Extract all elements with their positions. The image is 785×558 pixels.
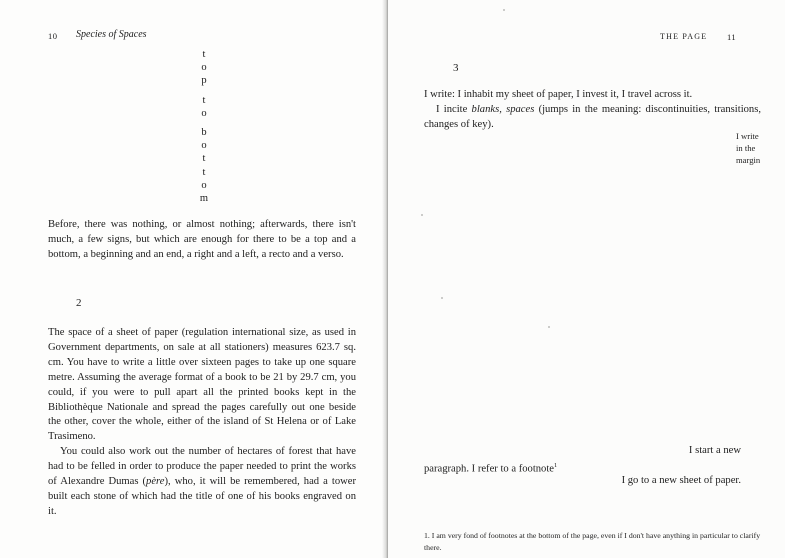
vertical-letter: t xyxy=(202,49,206,60)
vertical-letter: o xyxy=(201,140,207,152)
paper-speck xyxy=(548,326,550,328)
left-text-block xyxy=(48,326,356,520)
left-paragraph-1 xyxy=(48,218,356,263)
right-line-1: I write: I inhabit my sheet of paper, I invest it, I travel across it. xyxy=(424,89,693,100)
margin-note-line: I write xyxy=(736,131,759,141)
left-page xyxy=(0,0,388,558)
vertical-letter: m xyxy=(199,193,209,205)
vertical-letter: o xyxy=(201,107,207,119)
vertical-letter: p xyxy=(201,75,207,87)
left-paragraph-2: The space of a sheet of paper (regulation international size, as used in Government departments, on sale at all stationers) measures 623.7 sq. cm. You have to write a little over sixteen pages to take up one square metre. Assuming the average format of a book to be 21 by 29.7 cm, you could, if you were to pull apart all the printed books kept in the Bibliothèque Nationale and spread the pages carefully out one beside the other, cover the whole, either of the island of St Helena or of Lake Trasimeno. xyxy=(48,327,356,443)
paragraph-text: Before, there was nothing, or almost nothing; afterwards, there isn't much, a few signs, but which are enough for there to be a top and a bottom, a beginning and an end, a right and a left, a recto and a verso. xyxy=(48,219,356,260)
margin-note xyxy=(736,130,760,167)
margin-note-line: margin xyxy=(736,155,761,166)
vertical-letter: o xyxy=(201,179,207,191)
vertical-letter: o xyxy=(201,62,207,74)
margin-note-line: in the xyxy=(736,143,756,154)
left-paragraph-3: You could also work out the number of hectares of forest that have had to be felled in order to produce the paper needed to print the works of Alexandre Dumas (père), who, it will be remembered, had a tower built each stone of which had the title of one of his books engraved on it. xyxy=(48,446,357,517)
left-page-number: 10 xyxy=(48,31,58,41)
vertical-word-top-to-bottom xyxy=(196,48,212,205)
paper-speck xyxy=(421,214,423,216)
right-running-head: THE PAGE xyxy=(660,32,708,41)
paper-speck xyxy=(503,9,505,11)
right-line-2: I incite blanks, spaces (jumps in the meaning: discontinuities, transitions, changes of key). xyxy=(424,103,762,130)
paper-speck xyxy=(441,297,443,299)
vertical-letter: b xyxy=(201,127,207,139)
paragraph-footnote-line: paragraph. I refer to a footnote$^1$ xyxy=(424,462,558,475)
footnote: 1. I am very fond of footnotes at the bottom of the page, even if I don't have anything in particular to clarify there. xyxy=(424,531,761,552)
running-title: Species of Spaces xyxy=(76,29,147,40)
section-number-2: 2 xyxy=(76,297,82,309)
right-page-number: 11 xyxy=(727,32,737,42)
start-new-line: I start a new xyxy=(688,445,741,456)
section-number-3: 3 xyxy=(453,62,459,74)
right-page xyxy=(388,0,785,558)
vertical-letter: t xyxy=(202,94,206,106)
vertical-letter: t xyxy=(202,153,206,165)
vertical-letter: t xyxy=(202,166,206,178)
right-text-block xyxy=(424,88,761,133)
new-sheet-line: I go to a new sheet of paper. xyxy=(621,475,741,486)
footnote-marker: 1 xyxy=(554,462,558,469)
